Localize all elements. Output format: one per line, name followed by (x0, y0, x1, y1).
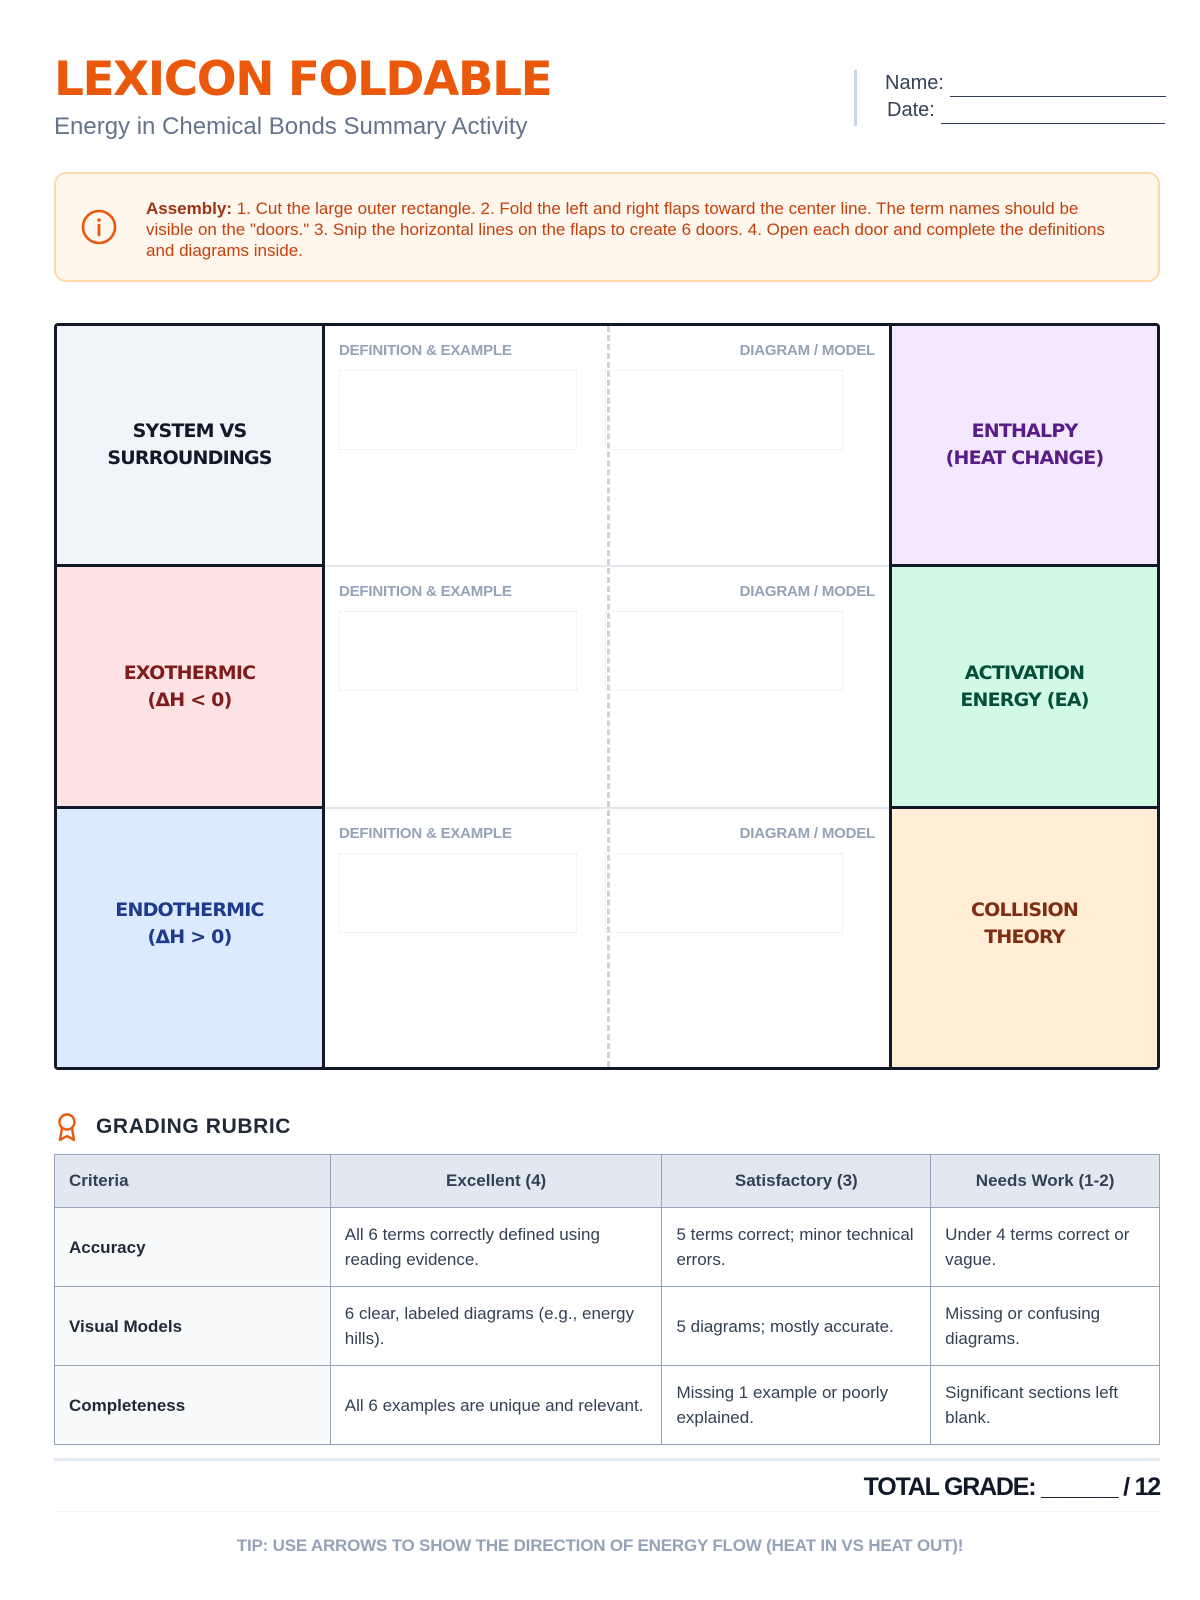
door-system-vs-surroundings[interactable] (57, 326, 325, 567)
tip-footer: TIP: USE ARROWS TO SHOW THE DIRECTION OF ENERGY FLOW (HEAT IN VS HEAT OUT)! (236, 1536, 964, 1555)
diagram-label: DIAGRAM / MODEL (739, 342, 875, 359)
table-header-row (55, 1155, 1160, 1208)
page-title: LEXICON FOLDABLE (54, 52, 552, 107)
definition-box[interactable] (339, 853, 577, 933)
door-label-line2: (ΔH > 0) (147, 926, 232, 948)
door-label (124, 660, 256, 714)
door-label (107, 418, 271, 472)
excellent-cell: 6 clear, labeled diagrams (e.g., energy hills). (330, 1287, 662, 1366)
name-field[interactable] (885, 70, 1160, 97)
definition-label: DEFINITION & EXAMPLE (339, 342, 512, 359)
door-endothermic[interactable] (57, 809, 325, 1067)
name-date-block (854, 70, 1160, 126)
table-row (55, 1208, 1160, 1287)
needs-work-cell: Missing or confusing diagrams. (931, 1287, 1160, 1366)
diagram-box[interactable] (605, 611, 843, 691)
criteria-cell: Accuracy (55, 1208, 331, 1287)
name-label: Name: (885, 72, 944, 94)
total-grade-bar (54, 1458, 1160, 1512)
award-ribbon-icon (54, 1112, 80, 1142)
rubric-title: GRADING RUBRIC (96, 1115, 292, 1138)
foldable-grid (54, 323, 1160, 1070)
diagram-label: DIAGRAM / MODEL (739, 825, 875, 842)
satisfactory-cell: 5 diagrams; mostly accurate. (662, 1287, 931, 1366)
inner-row-2 (325, 567, 889, 809)
total-grade[interactable]: TOTAL GRADE: ______ / 12 (863, 1473, 1160, 1501)
grading-rubric-table (54, 1154, 1160, 1445)
door-label (960, 660, 1088, 714)
diagram-box[interactable] (605, 853, 843, 933)
door-enthalpy[interactable] (889, 326, 1157, 567)
column-header-excellent: Excellent (4) (330, 1155, 662, 1208)
needs-work-cell: Under 4 terms correct or vague. (931, 1208, 1160, 1287)
criteria-cell: Visual Models (55, 1287, 331, 1366)
door-label-line2: (HEAT CHANGE) (945, 447, 1104, 469)
column-header-needs-work: Needs Work (1-2) (931, 1155, 1160, 1208)
door-label-line2: THEORY (984, 926, 1065, 948)
table-row (55, 1366, 1160, 1445)
door-label-line2: (ΔH < 0) (147, 688, 232, 711)
needs-work-cell: Significant sections left blank. (931, 1366, 1160, 1445)
worksheet-header (54, 50, 1160, 150)
page-subtitle: Energy in Chemical Bonds Summary Activity (54, 113, 528, 140)
satisfactory-cell: 5 terms correct; minor technical errors. (662, 1208, 931, 1287)
door-label (946, 418, 1104, 472)
excellent-cell: All 6 terms correctly defined using reading evidence. (330, 1208, 662, 1287)
inner-row-1 (325, 326, 889, 567)
door-label-line1: COLLISION (971, 899, 1078, 921)
column-header-criteria: Criteria (55, 1155, 331, 1208)
door-label-line1: ACTIVATION (964, 661, 1085, 684)
excellent-cell: All 6 examples are unique and relevant. (330, 1366, 662, 1445)
name-blank-line[interactable] (950, 79, 1166, 97)
criteria-cell: Completeness (55, 1366, 331, 1445)
door-activation-energy[interactable] (889, 567, 1157, 809)
assembly-label: Assembly: (146, 199, 232, 218)
definition-label: DEFINITION & EXAMPLE (339, 583, 512, 600)
date-blank-line[interactable] (941, 106, 1165, 124)
door-label-line1: SYSTEM VS (132, 420, 247, 442)
info-circle-icon (80, 208, 118, 246)
diagram-label: DIAGRAM / MODEL (739, 583, 875, 600)
door-label (971, 897, 1078, 951)
definition-label: DEFINITION & EXAMPLE (339, 825, 512, 842)
assembly-steps: 1. Cut the large outer rectangle. 2. Fold the left and right flaps toward the center line. The term names should be visible on the "doors." 3. Snip the horizontal lines on the flaps to create 6 doors. 4. Open each door and complete the definitions and diagrams inside. (146, 199, 1105, 260)
door-label-line1: ENTHALPY (971, 420, 1078, 442)
column-header-satisfactory: Satisfactory (3) (662, 1155, 931, 1208)
door-label-line1: ENDOTHERMIC (115, 899, 264, 921)
door-exothermic[interactable] (57, 567, 325, 809)
door-label (115, 897, 263, 951)
date-field[interactable] (885, 97, 1160, 124)
definition-box[interactable] (339, 611, 577, 691)
satisfactory-cell: Missing 1 example or poorly explained. (662, 1366, 931, 1445)
inner-row-3 (325, 809, 889, 1067)
door-label-line2: SURROUNDINGS (107, 447, 272, 469)
door-label-line2: ENERGY (EA) (960, 688, 1089, 711)
diagram-box[interactable] (605, 370, 843, 450)
date-label: Date: (887, 99, 935, 121)
definition-box[interactable] (339, 370, 577, 450)
assembly-instructions (146, 198, 1128, 261)
assembly-notice (54, 172, 1160, 282)
door-label-line1: EXOTHERMIC (123, 661, 256, 684)
door-collision-theory[interactable] (889, 809, 1157, 1067)
table-row (55, 1287, 1160, 1366)
